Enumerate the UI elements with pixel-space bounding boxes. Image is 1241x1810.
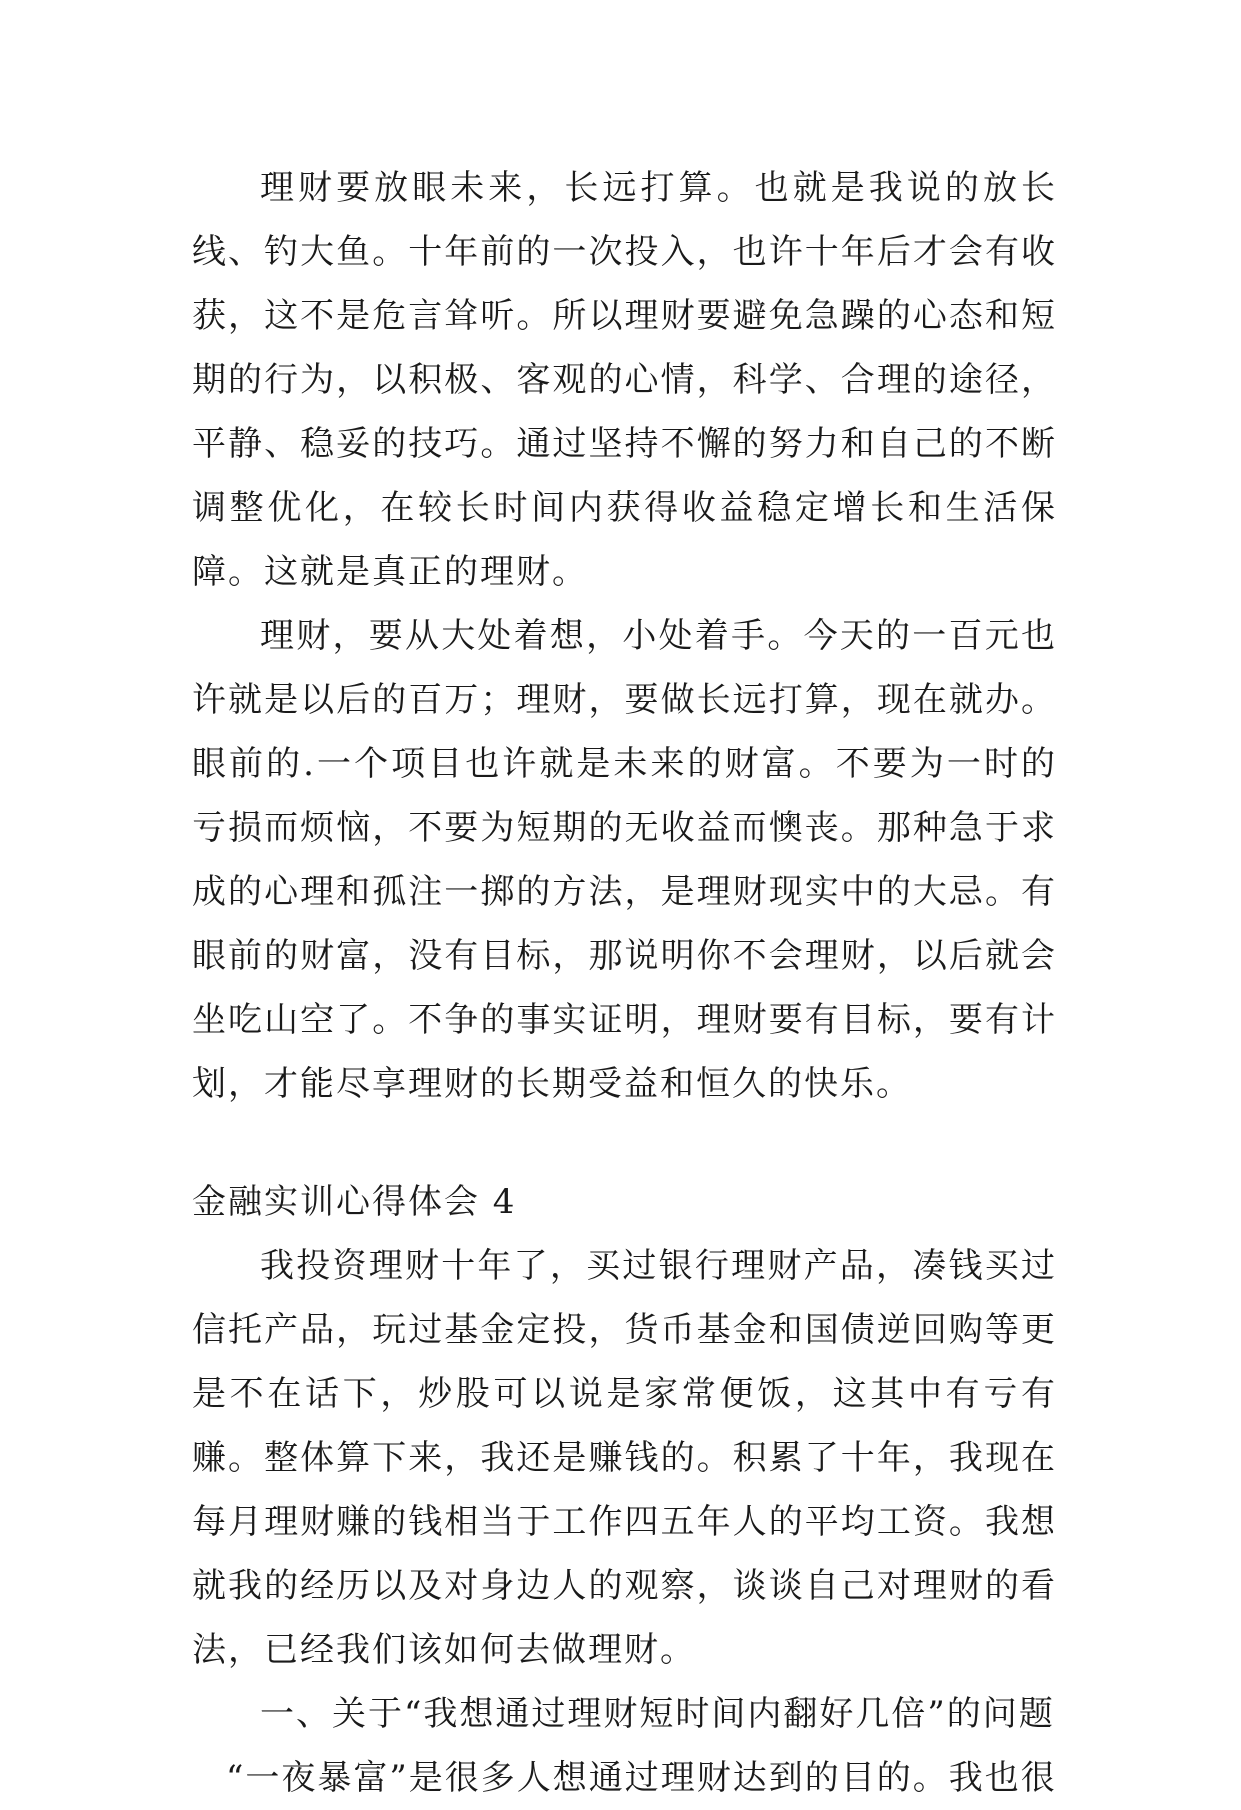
paragraph-long-term-planning: 理财要放眼未来，长远打算。也就是我说的放长线、钓大鱼。十年前的一次投入，也许十年后才会有收获，这不是危言耸听。所以理财要避免急躁的心态和短期的行为，以积极、客观的心情，科学、合理的途径，平静、稳妥的技巧。通过坚持不懈的努力和自己的不断调整优化，在较长时间内获得收益稳定增长和生活保障。这就是真正的理财。 (192, 168, 1057, 592)
paragraph-start-small: 理财，要从大处着想，小处着手。今天的一百元也许就是以后的百万；理财，要做长远打算，现在就办。眼前的.一个项目也许就是未来的财富。不要为一时的亏损而烦恼，不要为短期的无收益而懊丧。那种急于求成的心理和孤注一掷的方法，是理财现实中的大忌。有眼前的财富，没有目标，那说明你不会理财，以后就会坐吃山空了。不争的事实证明，理财要有目标，要有计划，才能尽享理财的长期受益和恒久的快乐。 (192, 616, 1057, 1104)
paragraph-investment-experience: 我投资理财十年了，买过银行理财产品，凑钱买过信托产品，玩过基金定投，货币基金和国债逆回购等更是不在话下，炒股可以说是家常便饭，这其中有亏有赚。整体算下来，我还是赚钱的。积累了十年，我现在每月理财赚的钱相当于工作四五年人的平均工资。我想就我的经历以及对身边人的观察，谈谈自己对理财的看法，已经我们该如何去做理财。 (192, 1246, 1057, 1670)
subheading-double-fast: 一、关于“我想通过理财短时间内翻好几倍”的问题 (260, 1694, 1055, 1734)
document-body (192, 156, 1057, 1810)
paragraph-get-rich-overnight: “一夜暴富”是很多人想通过理财达到的目的。我也很 (226, 1758, 1057, 1798)
section-heading: 金融实训心得体会 4 (192, 1182, 517, 1222)
